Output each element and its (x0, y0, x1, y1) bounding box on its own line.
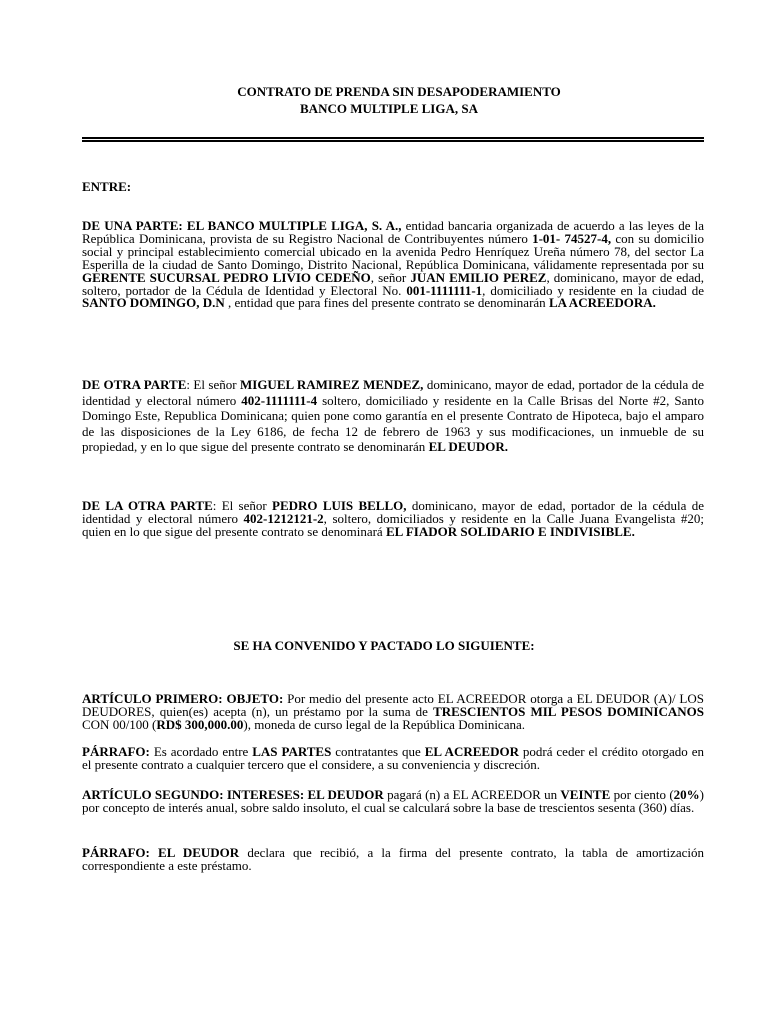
parrafo2-lead: PÁRRAFO: EL DEUDOR (82, 845, 240, 860)
articulo-segundo (82, 789, 704, 815)
articulo2-text-1: pagará (n) a EL ACREEDOR un (383, 787, 561, 802)
header-divider (82, 137, 704, 142)
deudor-denomination: EL DEUDOR. (428, 439, 509, 455)
acreedora-lead: DE UNA PARTE: EL BANCO MULTIPLE LIGA, S. A., (82, 218, 402, 233)
parrafo-ceder (82, 746, 704, 772)
deudor-text-3: soltero, domiciliado y residente en la Calle Brisas del Norte #2, Santo Domingo Este, Republica Dominicana; quien pone como garantía en el presente Contrato de Hipoteca, bajo el amparo de las disposiciones de la Ley 6186, de fecha 12 de febrero de 1963 y sus modificaciones, un inmueble de su propiedad, y en lo que sigue del presente contrato se denominarán (82, 392, 704, 455)
parrafo1-lead: PÁRRAFO: (82, 744, 150, 759)
articulo1-text-1: Por medio del presente acto EL ACREEDOR otorga a EL DEUDOR (A)/ LOS DEUDORES, quien(es) acepta (n), un préstamo por la suma de (82, 691, 704, 719)
fiador-cedula: 402-1212121-2 (243, 510, 324, 526)
deudor-cedula: 402-1111111-4 (241, 392, 318, 408)
parrafo1-acreedor: EL ACREEDOR (424, 744, 519, 759)
acreedora-rnc: 1-01- 74527-4, (532, 230, 612, 246)
deudor-text-1: : El señor (186, 377, 240, 392)
acreedora-text-6: , entidad que para fines del presente contrato se denominarán (224, 295, 549, 311)
fiador-denomination: EL FIADOR SOLIDARIO E INDIVISIBLE. (385, 523, 635, 539)
parrafo1-text-1: Es acordado entre (149, 744, 253, 759)
acreedora-representative: JUAN EMILIO PEREZ (410, 269, 547, 285)
acreedora-text-5: , domiciliado y residente en la ciudad de (482, 282, 704, 298)
parrafo1-text-3: podrá ceder el crédito otorgado en el presente contrato a cualquier tercero que el considere, a su conveniencia y discreción. (82, 744, 704, 772)
deudor-lead: DE OTRA PARTE (82, 377, 187, 392)
articulo1-amount: RD$ 300,000.00 (156, 716, 244, 732)
fiador-name: PEDRO LUIS BELLO, (272, 498, 407, 513)
paragraph-fiador (82, 500, 704, 539)
acreedora-denomination: LA ACREEDORA. (548, 295, 656, 311)
deudor-name: MIGUEL RAMIREZ MENDEZ, (239, 377, 424, 392)
articulo-primero (82, 693, 704, 732)
acreedora-text-1: entidad bancaria organizada de acuerdo a las leyes de la República Dominicana, provista de su Registro Nacional de Contribuyentes número (82, 218, 704, 246)
fiador-lead: DE LA OTRA PARTE (82, 498, 213, 513)
parrafo1-text-2: contratantes que (331, 744, 425, 759)
section-heading-convenido: SE HA CONVENIDO Y PACTADO LO SIGUIENTE: (233, 638, 535, 653)
acreedora-gerente: GERENTE SUCURSAL PEDRO LIVIO CEDEÑO (82, 269, 371, 285)
acreedora-text-4: , dominicano, mayor de edad, soltero, portador de la Cédula de Identidad y Electoral No. (82, 269, 704, 298)
parrafo-amortizacion (82, 847, 704, 873)
deudor-text-2: dominicano, mayor de edad, portador de la cédula de identidad y electoral número (82, 377, 705, 408)
articulo1-text-2: CON 00/100 ( (82, 716, 157, 732)
articulo2-lead: ARTÍCULO SEGUNDO: INTERESES: EL DEUDOR (82, 787, 384, 802)
parrafo2-text-1: declara que recibió, a la firma del presente contrato, la tabla de amortización correspondiente a este préstamo. (82, 845, 705, 873)
fiador-text-1: : El señor (212, 498, 273, 513)
articulo1-amount-words: TRESCIENTOS MIL PESOS DOMINICANOS (433, 703, 704, 719)
acreedora-cedula: 001-1111111-1 (406, 282, 483, 298)
acreedora-text-2: con su domicilio social y principal establecimiento comercial ubicado en la avenida Pedro Henríquez Ureña número 78, del sector La Esperilla de la ciudad de Santo Domingo, Distrito Nacional, República Dominicana, válidamente representada por su (82, 230, 704, 272)
paragraph-acreedora (82, 220, 704, 310)
bank-name-title: BANCO MULTIPLE LIGA, SA (300, 101, 478, 116)
paragraph-deudor (82, 377, 704, 455)
articulo1-lead: ARTÍCULO PRIMERO: OBJETO: (82, 691, 284, 706)
articulo2-veinte: VEINTE (560, 787, 611, 802)
acreedora-city: SANTO DOMINGO, D.N (82, 295, 225, 311)
parrafo1-partes: LAS PARTES (252, 744, 332, 759)
acreedora-text-3: , señor (370, 269, 411, 285)
articulo1-text-3: ), moneda de curso legal de la República Dominicana. (243, 716, 525, 732)
document-title: CONTRATO DE PRENDA SIN DESAPODERAMIENTO (237, 84, 561, 99)
articulo2-text-3: ) por concepto de interés anual, sobre saldo insoluto, el cual se calculará sobre la base de trescientos sesenta (360) días. (82, 787, 705, 815)
entre-label: ENTRE: (82, 179, 132, 194)
articulo2-text-2: por ciento ( (610, 787, 674, 802)
fiador-text-2: dominicano, mayor de edad, portador de la cédula de identidad y electoral número (82, 498, 704, 526)
articulo2-percent: 20% (673, 787, 700, 802)
fiador-text-3: , soltero, domiciliados y residente en la Calle Juana Evangelista #20; quien en lo que sigue del presente contrato se denominará (82, 510, 704, 539)
